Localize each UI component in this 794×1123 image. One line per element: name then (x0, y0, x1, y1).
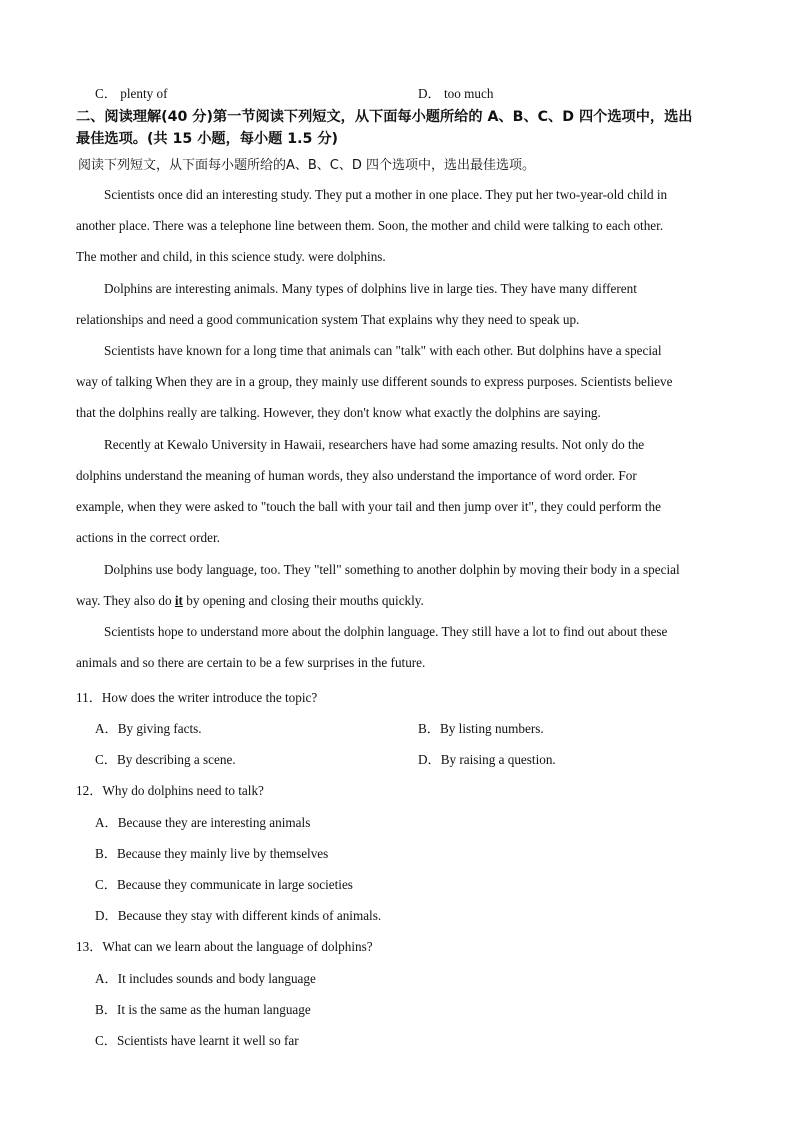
passage-line: Dolphins are interesting animals. Many types of dolphins live in large ties. They have many different (104, 281, 637, 296)
option-d: D．Because they stay with different kinds of animals. (95, 908, 382, 923)
passage-line: way of talking When they are in a group, they mainly use different sounds to express purposes. Scientists believe (76, 374, 673, 389)
passage-line: Scientists once did an interesting study. They put a mother in one place. They put her two-year-old child in (104, 187, 668, 202)
option-d: D． too much (418, 86, 494, 101)
section-heading-line-2: 最佳选项。(共 15 小题，每小题 1.5 分) (76, 131, 339, 147)
passage-line: Scientists have known for a long time that animals can "talk" with each other. But dolphins have a special (104, 343, 662, 358)
question-stem: 12．Why do dolphins need to talk? (76, 783, 264, 798)
passage-text: by opening and closing their mouths quickly. (182, 593, 424, 608)
section-heading (76, 106, 748, 150)
question-stem: 11．How does the writer introduce the topic? (76, 690, 318, 705)
passage-line: Dolphins use body language, too. They "tell" something to another dolphin by moving their body in a special (104, 562, 680, 577)
passage-line (76, 593, 748, 609)
passage-line: animals and so there are certain to be a few surprises in the future. (76, 655, 426, 670)
passage-line: The mother and child, in this science study. were dolphins. (76, 249, 386, 264)
option-a: A．By giving facts. (95, 721, 202, 736)
previous-question-options (76, 83, 748, 103)
option-c: C．Scientists have learnt it well so far (95, 1033, 299, 1048)
section-heading-line-1: 二、阅读理解(40 分)第一节阅读下列短文，从下面每小题所给的 A、B、C、D 四个选项中，选出 (76, 109, 693, 125)
option-c: C．Because they communicate in large societies (95, 877, 353, 892)
passage-line: that the dolphins really are talking. However, they don't know what exactly the dolphins are saying. (76, 405, 601, 420)
passage-line: Scientists hope to understand more about the dolphin language. They still have a lot to find out about these (104, 624, 668, 639)
option-d: D．By raising a question. (418, 752, 556, 767)
passage-line: relationships and need a good communication system That explains why they need to speak up. (76, 312, 580, 327)
passage-line: dolphins understand the meaning of human words, they also understand the importance of word order. For (76, 468, 637, 483)
option-b: B．It is the same as the human language (95, 1002, 311, 1017)
passage-line: actions in the correct order. (76, 530, 220, 545)
option-b: B．By listing numbers. (418, 721, 544, 736)
option-b: B．Because they mainly live by themselves (95, 846, 329, 861)
passage-line: example, when they were asked to "touch the ball with your tail and then jump over it", they could perform the (76, 499, 661, 514)
referenced-word: it (174, 593, 183, 608)
option-a: A．Because they are interesting animals (95, 815, 311, 830)
options-row (76, 749, 748, 769)
options-row (76, 718, 748, 738)
option-c: C． plenty of (95, 86, 168, 101)
option-a: A．It includes sounds and body language (95, 971, 316, 986)
question-stem: 13．What can we learn about the language of dolphins? (76, 939, 373, 954)
passage-text: way. They also do (76, 593, 175, 608)
passage-line: Recently at Kewalo University in Hawaii, researchers have had some amazing results. Not only do the (104, 437, 645, 452)
passage-line: another place. There was a telephone line between them. Soon, the mother and child were talking to each other. (76, 218, 664, 233)
option-c: C．By describing a scene. (95, 752, 236, 767)
instruction-text: 阅读下列短文，从下面每小题所给的A、B、C、D 四个选项中，选出最佳选项。 (78, 158, 536, 173)
